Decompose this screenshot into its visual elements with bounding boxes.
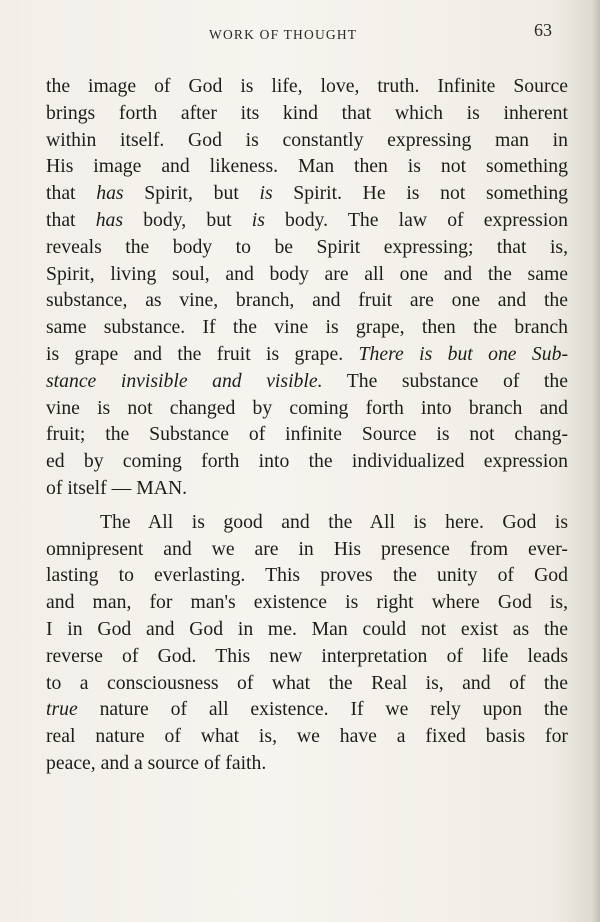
text-line	[46, 100, 568, 127]
text-line	[46, 341, 568, 368]
text-run: body, but	[123, 208, 252, 231]
italic-text: There is but one Sub-	[358, 342, 568, 365]
paragraph-gap	[46, 502, 568, 509]
italic-text: stance invisible and visible.	[46, 369, 323, 392]
text-run: that	[46, 182, 97, 205]
text-run: Spirit. He is not something	[272, 182, 569, 205]
text-run: His image and likeness. Man then is not something	[46, 155, 568, 178]
text-line	[46, 643, 568, 670]
text-line	[46, 287, 568, 314]
text-line	[46, 670, 568, 697]
italic-text: is	[259, 182, 273, 205]
body-text	[46, 73, 568, 777]
text-run: is grape and the fruit is grape.	[46, 342, 359, 365]
text-run: Spirit, but	[123, 182, 260, 205]
text-line	[46, 448, 568, 475]
text-line	[46, 395, 568, 422]
text-run: Spirit, living soul, and body are all one and the same	[46, 262, 568, 285]
text-line	[46, 723, 568, 750]
text-line	[46, 207, 568, 234]
text-run: same substance. If the vine is grape, then the branch	[46, 316, 568, 339]
text-line	[46, 368, 568, 395]
text-run: within itself. God is constantly expressing man in	[46, 128, 568, 151]
text-line	[46, 589, 568, 616]
text-run: of itself — MAN.	[46, 476, 188, 499]
text-run: The All is good and the All is here. God is	[100, 510, 568, 533]
page-number: 63	[534, 20, 552, 40]
text-run: body. The law of expression	[264, 208, 568, 231]
text-run: the image of God is life, love, truth. Infinite Source	[46, 75, 568, 97]
italic-text: has	[96, 182, 124, 205]
italic-text: is	[251, 208, 265, 231]
running-head: WORK OF THOUGHT	[209, 27, 358, 42]
text-run: ed by coming forth into the individualized expression	[46, 450, 568, 473]
italic-text: has	[95, 208, 124, 231]
text-run: omnipresent and we are in His presence from ever-	[46, 537, 568, 560]
text-line	[46, 234, 568, 261]
text-run: The substance of the	[322, 369, 568, 392]
text-run: to a consciousness of what the Real is, and of the	[46, 671, 568, 694]
text-line	[46, 562, 568, 589]
text-run: and man, for man's existence is right where God is,	[46, 591, 568, 614]
text-line	[46, 261, 568, 288]
text-line	[46, 127, 568, 154]
text-run: substance, as vine, branch, and fruit are one and the	[46, 289, 568, 312]
text-line	[46, 750, 568, 777]
text-line	[46, 180, 568, 207]
text-run: lasting to everlasting. This proves the unity of God	[46, 564, 568, 587]
text-line	[46, 536, 568, 563]
text-run: vine is not changed by coming forth into branch and	[46, 396, 568, 419]
text-run: nature of all existence. If we rely upon the	[77, 698, 568, 721]
text-run: I in God and God in me. Man could not exist as the	[46, 617, 568, 640]
text-run: real nature of what is, we have a fixed basis for	[46, 725, 568, 748]
scan-edge-shadow	[592, 0, 600, 922]
text-line	[46, 696, 568, 723]
text-line	[46, 509, 568, 536]
text-line	[46, 616, 568, 643]
text-line	[46, 475, 568, 502]
text-run: brings forth after its kind that which is inherent	[46, 101, 568, 124]
text-line	[46, 73, 568, 100]
text-line	[46, 421, 568, 448]
text-run: reveals the body to be Spirit expressing; that is,	[46, 235, 568, 258]
text-run: fruit; the Substance of infinite Source is not chang-	[46, 423, 568, 446]
text-run: peace, and a source of faith.	[46, 751, 267, 774]
text-line	[46, 153, 568, 180]
text-line	[46, 314, 568, 341]
text-run: reverse of God. This new interpretation of life leads	[46, 644, 568, 667]
text-run: that	[46, 208, 96, 231]
italic-text: true	[46, 698, 78, 721]
